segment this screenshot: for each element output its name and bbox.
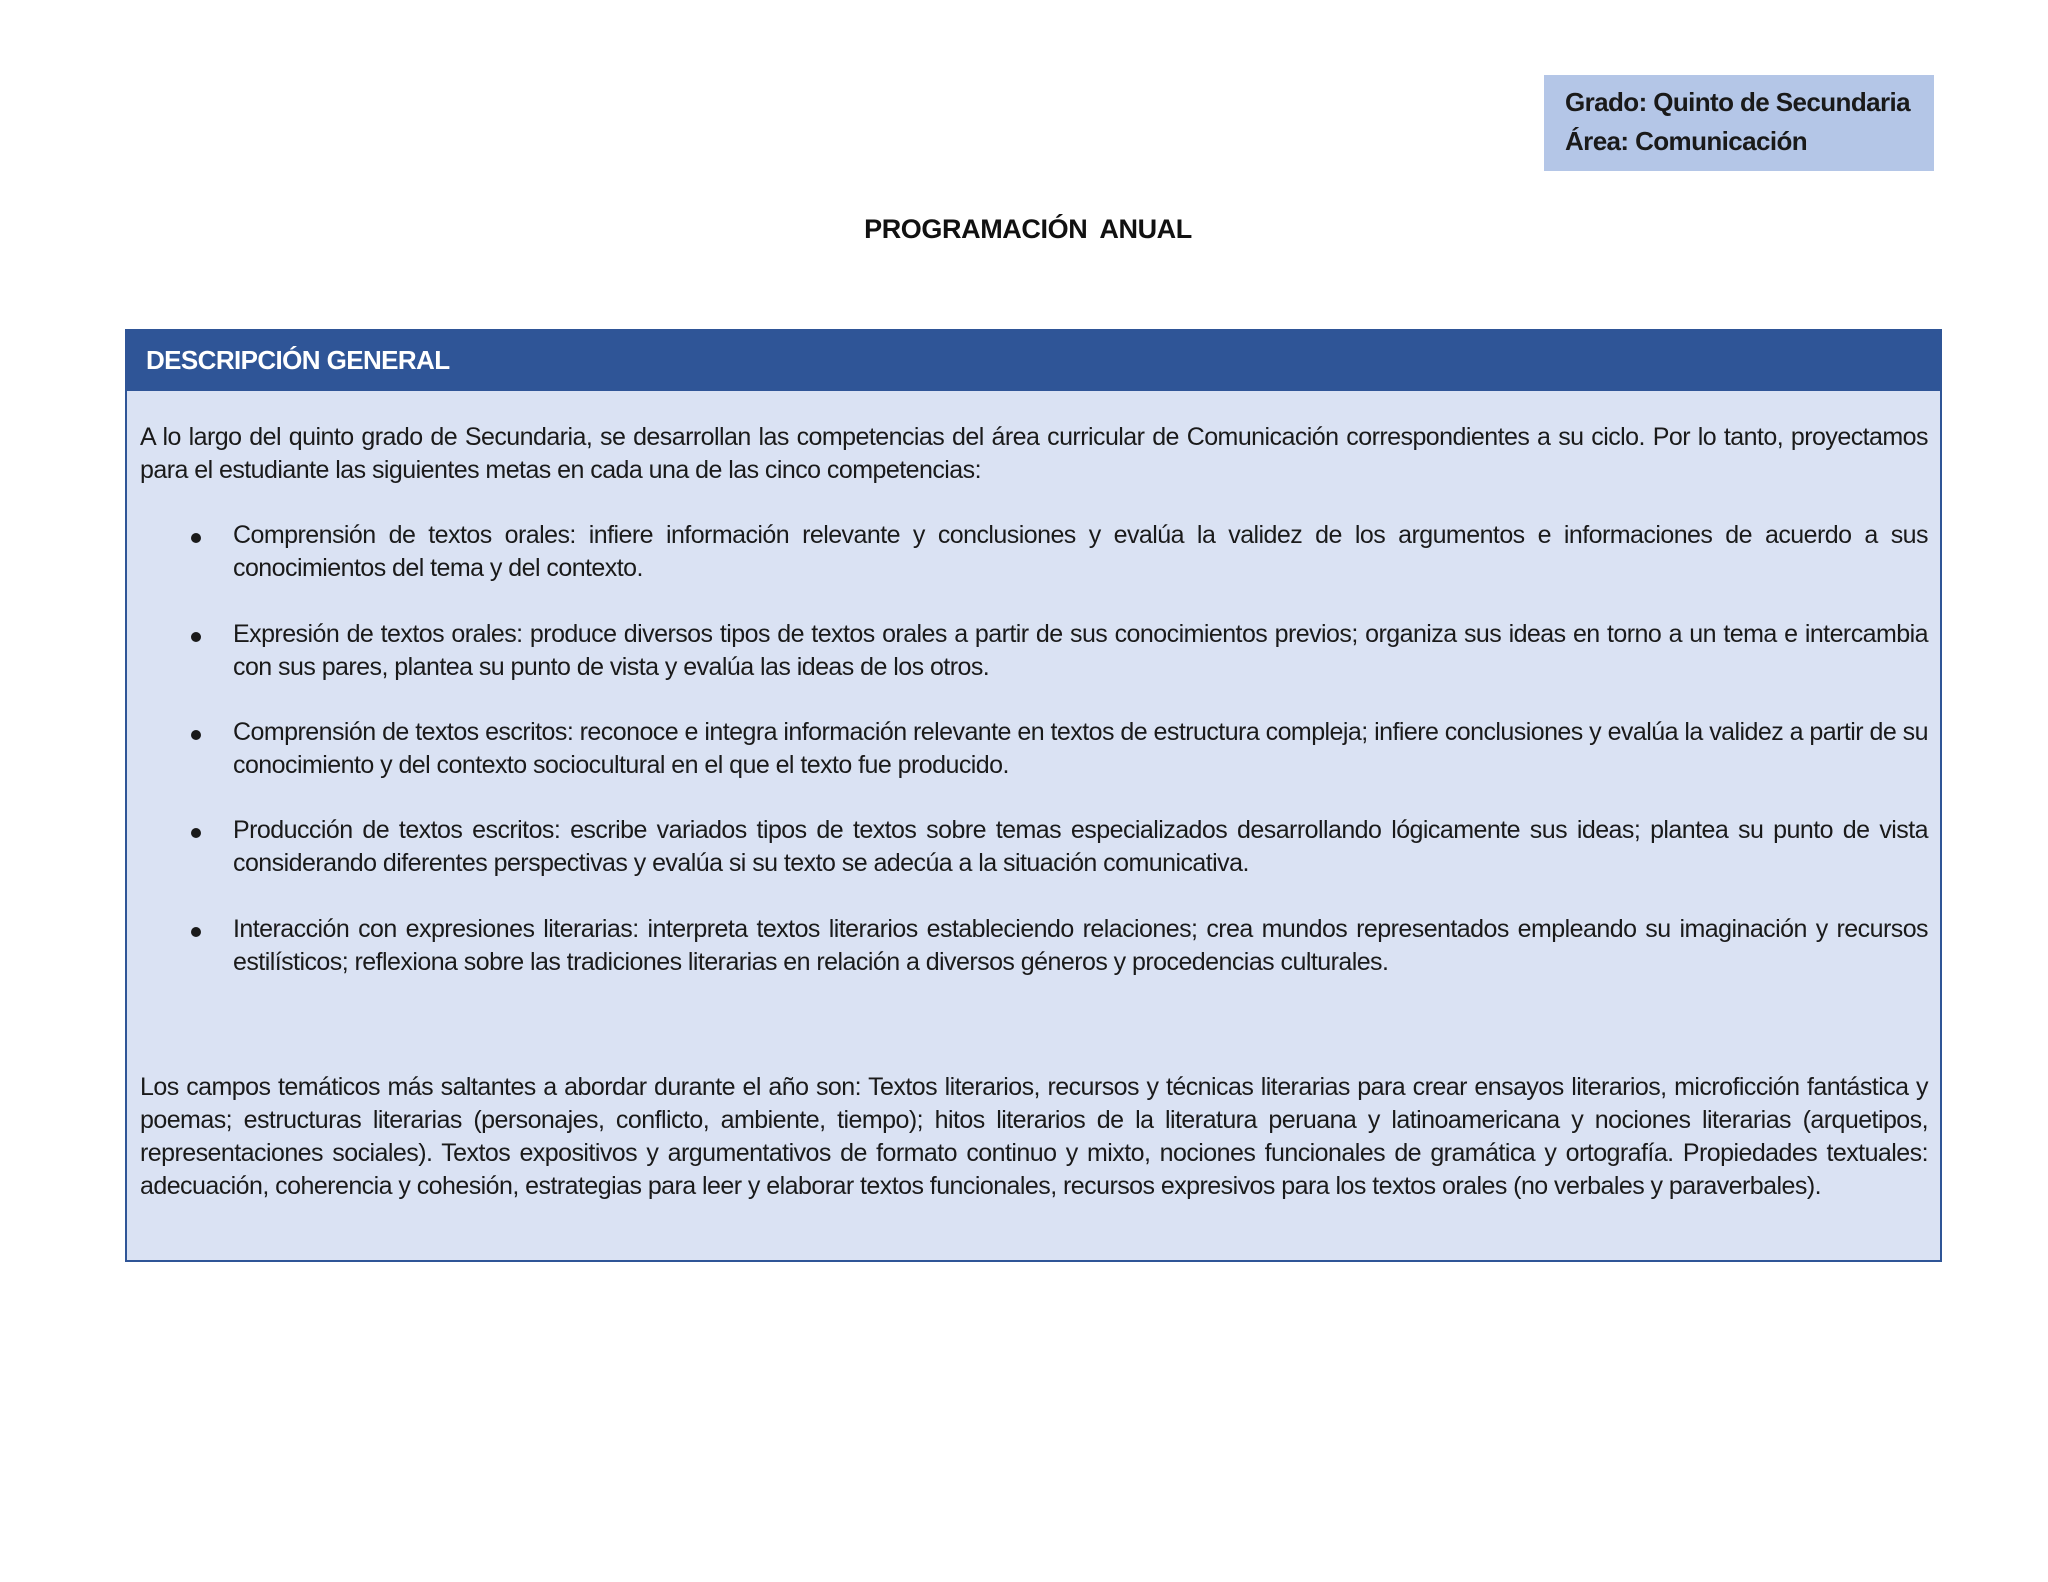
competency-text: Producción de textos escritos: escribe variados tipos de textos sobre temas especializados desarrollando lógicamente sus ideas; plantea su punto de vista considerando diferentes perspectivas y evalúa si su texto se adecúa a la situación comunicativa. xyxy=(233,816,1928,877)
grade-area-box xyxy=(1544,75,1934,171)
bullet-icon xyxy=(191,533,201,543)
bullet-icon xyxy=(191,828,201,838)
competency-text: Comprensión de textos orales: infiere información relevante y conclusiones y evalúa la validez de los argumentos e informaciones de acuerdo a sus conocimientos del tema y del contexto. xyxy=(233,521,1928,582)
competency-text: Expresión de textos orales: produce diversos tipos de textos orales a partir de sus conocimientos previos; organiza sus ideas en torno a un tema e intercambia con sus pares, plantea su punto de vista y evalúa las ideas de los otros. xyxy=(233,620,1928,681)
intro-paragraph: A lo largo del quinto grado de Secundaria, se desarrollan las competencias del área curricular de Comunicación correspondientes a su ciclo. Por lo tanto, proyectamos para el estudiante las siguientes metas en cada una de las cinco competencias: xyxy=(140,423,1928,484)
bullet-icon xyxy=(191,730,201,740)
page-title: PROGRAMACIÓN ANUAL xyxy=(864,214,1192,244)
general-description-panel xyxy=(125,329,1942,1262)
section-heading: DESCRIPCIÓN GENERAL xyxy=(127,331,1940,391)
area-label: Área: Comunicación xyxy=(1565,126,1808,156)
list-item xyxy=(140,716,1928,782)
competency-text: Interacción con expresiones literarias: interpreta textos literarios estableciendo relaciones; crea mundos representados empleando su imaginación y recursos estilísticos; reflexiona sobre las tradiciones literarias en relación a diversos géneros y procedencias culturales. xyxy=(233,915,1928,976)
grade-label: Grado: Quinto de Secundaria xyxy=(1565,87,1910,117)
thematic-fields-paragraph: Los campos temáticos más saltantes a abordar durante el año son: Textos literarios, recursos y técnicas literarias para crear ensayos literarios, microficción fantástica y poemas; estructuras literarias (personajes, conflicto, ambiente, tiempo); hitos literarios de la literatura peruana y latinoamericana y nociones literarias (arquetipos, representaciones sociales). Textos expositivos y argumentativos de formato continuo y mixto, nociones funcionales de gramática y ortografía. Propiedades textuales: adecuación, coherencia y cohesión, estrategias para leer y elaborar textos funcionales, recursos expresivos para los textos orales (no verbales y paraverbales). xyxy=(140,1073,1928,1200)
list-item xyxy=(140,814,1928,880)
bullet-icon xyxy=(191,927,201,937)
competency-text: Comprensión de textos escritos: reconoce e integra información relevante en textos de estructura compleja; infiere conclusiones y evalúa la validez a partir de su conocimiento y del contexto sociocultural en el que el texto fue producido. xyxy=(233,718,1928,779)
bullet-icon xyxy=(191,632,201,642)
list-item xyxy=(140,519,1928,585)
list-item xyxy=(140,913,1928,979)
list-item xyxy=(140,618,1928,684)
